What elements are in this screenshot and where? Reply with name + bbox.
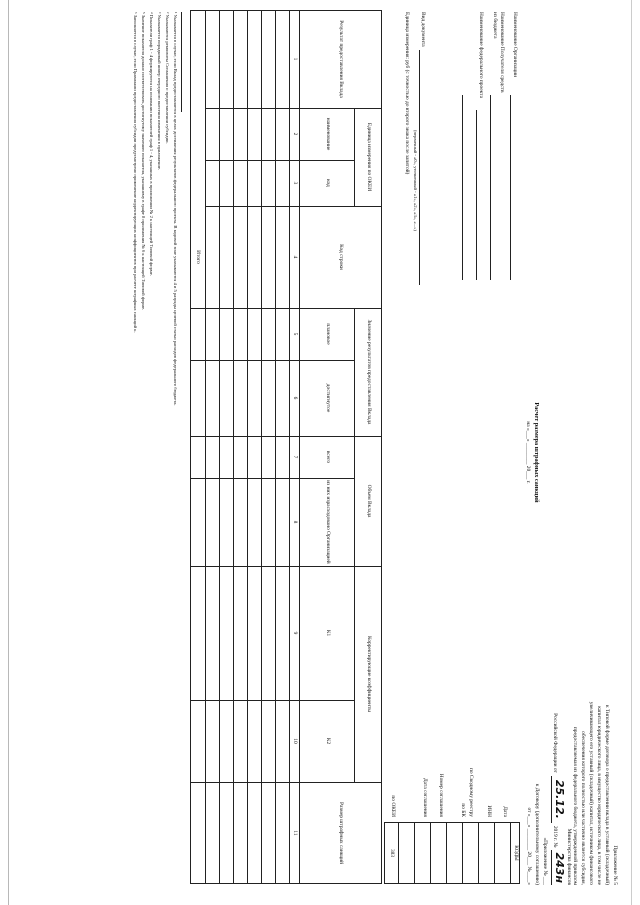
- codes-divider: [478, 822, 479, 884]
- footnote-1: ¹ Указывается в случае, если Вклад предоставляется в целях достижения результатов федерального проекта. В кодовой зоне указываются 4 и 5 разряды целевой статьи расходов федерального бюджета.: [173, 12, 178, 406]
- appendix-line-6: Министерства финансов: [566, 828, 572, 885]
- th-unit-name: наименование: [324, 117, 331, 151]
- appendix-date-line: [551, 713, 566, 885]
- col-number: 9: [292, 631, 299, 635]
- footnote-separator: [181, 12, 182, 112]
- col-number: 2: [292, 132, 299, 136]
- th-total: всего: [324, 450, 331, 464]
- date-prefix: Российской Федерации от: [552, 713, 558, 773]
- field-underline: [510, 95, 511, 280]
- th-result: Результат предоставления Вклада: [338, 20, 345, 98]
- footnote-2: ² Указываются реквизиты Соглашения о предоставлении субсидии.: [165, 12, 170, 144]
- th-planned: плановое: [324, 323, 331, 345]
- codes-label-okei: по ОКЕИ: [390, 795, 396, 817]
- col-number: 3: [292, 181, 299, 185]
- field-recipient: Наименование Получателя средств: [499, 12, 505, 93]
- appendix-line-4: обеспечения которого полностью или частично является субсидия,: [580, 731, 586, 885]
- contract-from-line: от «___» ________ 20___ №____»: [526, 807, 532, 885]
- th-values: Значение результатов предоставления Вклада: [365, 319, 372, 425]
- doc-type-hint: (первичный - «0», уточненный - «1», «2», «3», «...»): [413, 130, 418, 231]
- codes-divider: [414, 822, 415, 884]
- codes-label-inn: ИНН: [486, 805, 492, 817]
- col-number: 5: [292, 332, 299, 336]
- codes-divider: [430, 822, 431, 884]
- col-number: 4: [292, 255, 299, 259]
- table-row-divider: [275, 10, 276, 884]
- scan-edge-line: [631, 0, 632, 905]
- th-unit-code: код: [324, 179, 331, 187]
- footnote-3: ³ Указывается порядковый номер очередного внесения изменения в приложение.: [157, 12, 162, 171]
- appendix-no-line: «Приложение № ___: [542, 837, 548, 885]
- th-achieved: достигнутое: [324, 383, 331, 413]
- title-date: на «___» ________ 20___ г.: [525, 421, 531, 484]
- handwritten-date: 25.12.: [551, 776, 566, 823]
- field-underline: [476, 110, 477, 280]
- doc-type-label: Вид документа: [420, 12, 426, 47]
- th-coefficients: Корректирующие коэффициенты: [365, 636, 372, 712]
- table-row-divider: [233, 10, 234, 884]
- handwritten-order-number: 243н: [553, 852, 566, 883]
- col-number: 10: [292, 738, 299, 744]
- table-row-divider: [247, 10, 248, 884]
- table-row-divider: [261, 10, 262, 884]
- scan-edge-line: [8, 0, 9, 905]
- contract-ref-line: к Договору (дополнительному соглашению): [534, 783, 540, 885]
- field-organization: Наименование Организации: [512, 12, 518, 78]
- footnote-6: ⁶ Заполняется в случае, если Правилами предоставления субсидии предусмотрено применение корректирующих коэффициентов при расчете штрафных санкций к.: [133, 12, 138, 333]
- col-number: 7: [292, 455, 299, 459]
- appendix-line-3: увеличивающего его уставный (складочный) капитал, источником финансового: [588, 701, 594, 885]
- codes-label-agreement-number: Номер соглашения: [438, 773, 444, 817]
- th-penalty: Размер штрафных санкций: [338, 801, 345, 864]
- codes-label-date: Дата: [502, 806, 508, 817]
- footnote-4: ⁴ Показатели граф 1 - 4 формируются на основании показателей граф 1 - 4, указанных в приложении № 2 к настоящей Типовой форме.: [149, 12, 154, 276]
- codes-label-registry: по Сводному реестру: [468, 768, 474, 817]
- codes-box: [384, 822, 520, 884]
- codes-divider: [462, 822, 463, 884]
- th-volume: Объем Вклада: [365, 484, 372, 518]
- appendix-line-5: предоставляемая из федерального бюджета, утвержденной приказом: [572, 726, 578, 885]
- codes-label-agreement-date: Дата соглашения: [422, 778, 428, 817]
- col-number: 1: [292, 57, 299, 61]
- document-title: Расчет размера штрафных санкций: [533, 402, 540, 503]
- doc-type-underline: [419, 50, 420, 285]
- th-unit: Единица измерения по ОКЕИ: [365, 122, 372, 192]
- codes-header: КОДЫ: [512, 845, 519, 861]
- date-mid: 2019 г. №: [552, 825, 558, 848]
- codes-divider: [446, 822, 447, 884]
- unit-line: Единица измерения: руб (с точностью до второго знака после запятой): [404, 12, 410, 175]
- codes-divider: [510, 822, 511, 884]
- okei-code-value: 383: [388, 848, 395, 858]
- field-underline: [490, 95, 491, 280]
- codes-label-bk: по БК: [460, 803, 466, 817]
- footnote-5: ⁵ Значение показателя должно соответствовать достигнутому значению показателя, указанному в графе 8 приложения № 6 к настоящей Типовой форме.: [141, 12, 146, 311]
- table-row-divider: [219, 10, 220, 884]
- th-spent: из них израсходовано Организацией: [324, 480, 331, 564]
- col-number: 8: [292, 520, 299, 524]
- appendix-line-1: к Типовой форме договора о предоставлении вклада в уставный (складочный): [604, 704, 610, 885]
- appendix-number: Приложение № 5: [612, 845, 618, 885]
- col-number: 11: [292, 830, 299, 836]
- table-row-divider: [205, 10, 206, 884]
- total-row-label: Итого: [195, 250, 202, 264]
- appendix-line-2: капитал юридического лица, в имущество юридического лица, в том числе не: [596, 706, 602, 885]
- codes-divider: [494, 822, 495, 884]
- th-k2: К2: [324, 737, 331, 745]
- field-underline: [462, 95, 463, 280]
- th-line-code: Код строки: [338, 244, 345, 270]
- col-number: 6: [292, 396, 299, 400]
- field-federal-project: Наименование федерального проекта: [478, 12, 484, 98]
- field-from-budget: из бюджета: [492, 12, 498, 39]
- th-k1: К1: [324, 629, 331, 637]
